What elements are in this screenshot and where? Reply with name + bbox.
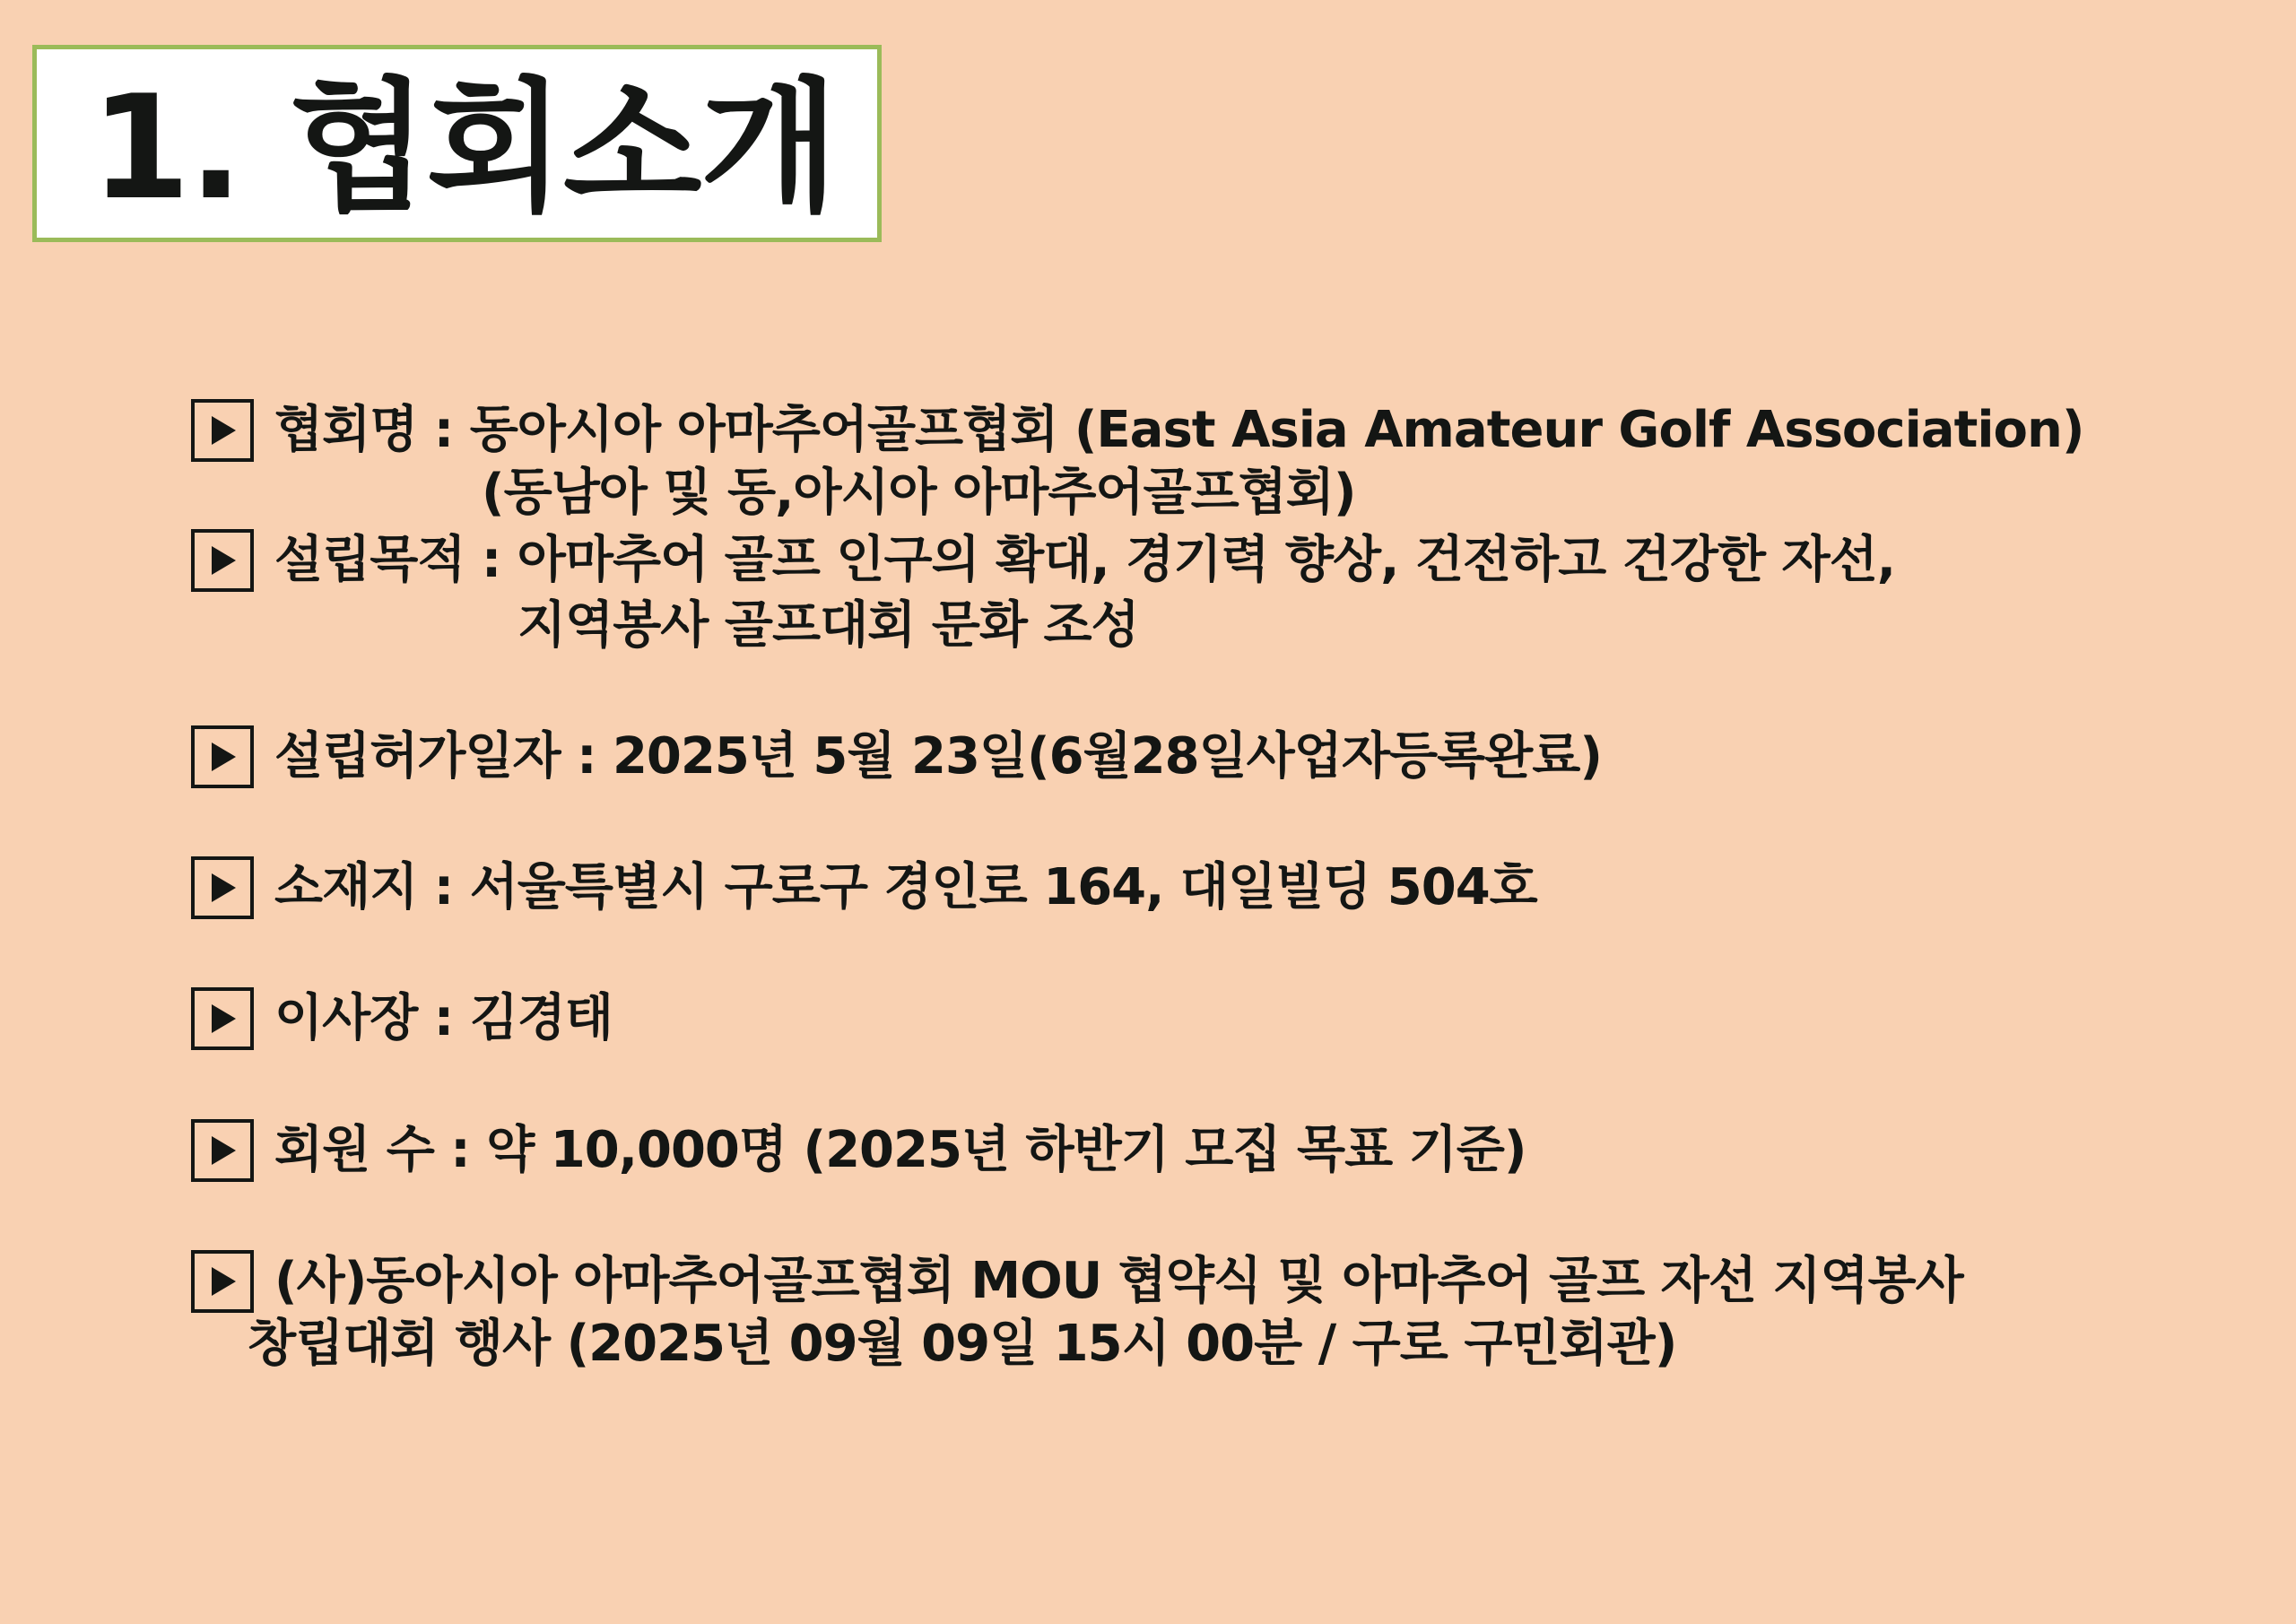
item-line: 설립허가일자 : 2025년 5월 23일(6월28일사업자등록완료)	[274, 727, 1602, 786]
play-icon	[191, 1250, 254, 1313]
item-continuation: 지역봉사 골프대회 문화 조성	[517, 596, 1139, 655]
item-label: 협회명	[274, 401, 418, 459]
item-value: 아마추어 골프 인구의 확대, 경기력 향상, 건전하고 건강한 자선,	[517, 531, 1895, 589]
item-line: (사)동아시아 아마추어골프협회 MOU 협약식 및 아마추어 골프 자선 지역봉사	[274, 1252, 1963, 1310]
item-line: 회원 수 : 약 10,000명 (2025년 하반기 모집 목표 기준)	[274, 1121, 1526, 1179]
play-icon	[191, 1119, 254, 1182]
item-line: 소재지 : 서울특별시 구로구 경인로 164, 대일빌딩 504호	[274, 858, 1537, 916]
play-icon	[191, 725, 254, 788]
item-value: 약 10,000명 (2025년 하반기 모집 목표 기준)	[486, 1121, 1526, 1179]
item-continuation: (동남아 및 동,아시아 아마추어골프협회)	[482, 464, 1356, 522]
item-label: 설립목적	[274, 531, 465, 589]
item-continuation: 창립대회 행사 (2025년 09월 09일 15시 00분 / 구로 구민회관)	[248, 1315, 1677, 1373]
play-icon	[191, 529, 254, 592]
item-line: 협회명 : 동아시아 아마추어골프협회 (East Asia Amateur Golf Association)	[274, 401, 2084, 459]
item-value: 김경태	[469, 989, 613, 1047]
item-label: 이사장	[274, 989, 418, 1047]
play-icon	[191, 987, 254, 1050]
item-value: 서울특별시 구로구 경인로 164, 대일빌딩 504호	[469, 858, 1537, 916]
page-title: 1. 협회소개	[91, 64, 838, 231]
item-line: 이사장 : 김경태	[274, 989, 613, 1047]
play-icon	[191, 399, 254, 462]
item-label: 회원 수	[274, 1121, 434, 1179]
play-icon	[191, 856, 254, 919]
item-line: 설립목적 : 아마추어 골프 인구의 확대, 경기력 향상, 건전하고 건강한 자선,	[274, 531, 1895, 589]
item-label: 소재지	[274, 858, 418, 916]
item-label: 설립허가일자	[274, 727, 561, 786]
item-value: 동아시아 아마추어골프협회 (East Asia Amateur Golf Association)	[469, 401, 2084, 459]
item-value: 2025년 5월 23일(6월28일사업자등록완료)	[612, 727, 1602, 786]
